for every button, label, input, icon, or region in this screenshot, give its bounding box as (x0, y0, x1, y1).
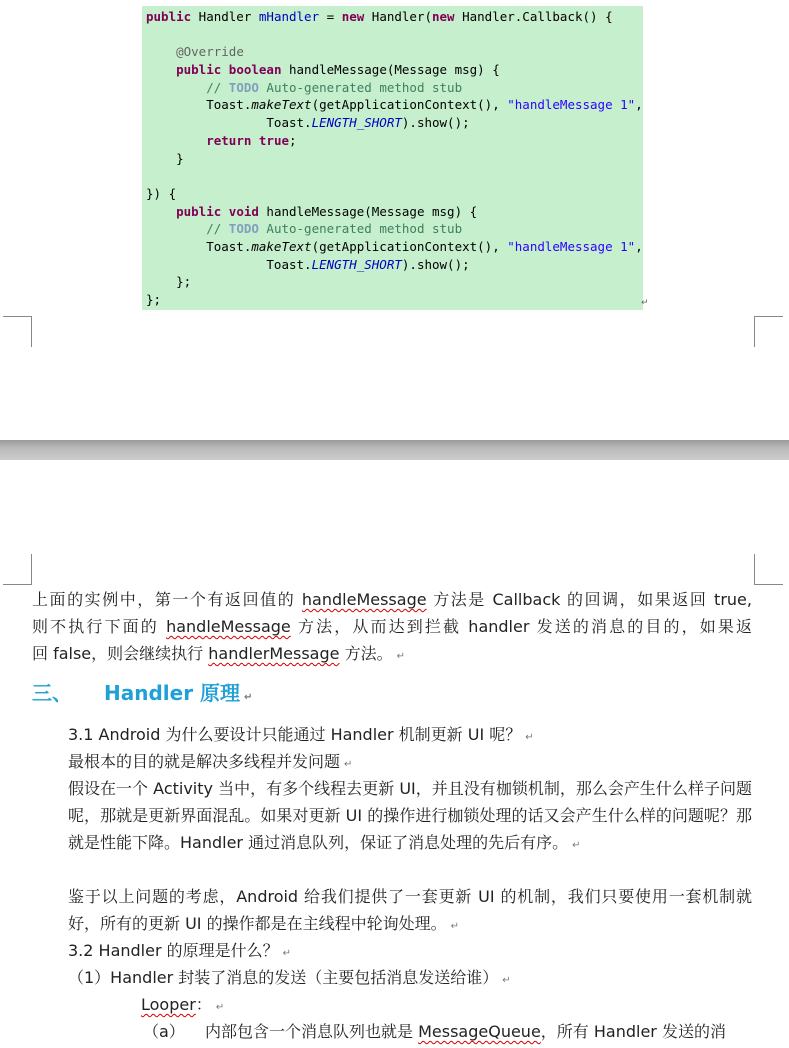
code-token: boolean (228, 62, 282, 78)
code-line (146, 256, 643, 274)
code-token: Handler (191, 9, 259, 24)
code-line (146, 167, 643, 185)
code-line (146, 79, 643, 97)
answer-3-1: 最根本的目的就是解决多线程并发问题 ↵ (68, 752, 353, 771)
code-token: new (341, 9, 365, 24)
code-token: @Override (176, 44, 244, 60)
code-token: TODO (228, 221, 259, 237)
code-token (221, 204, 229, 219)
code-token: handleMessage(Message msg) { (281, 62, 500, 78)
code-token: , (635, 238, 643, 254)
code-token: mHandler (258, 9, 320, 24)
code-token: Handler( (364, 9, 432, 24)
code-token (221, 62, 229, 77)
question-3-1: 3.1 Android 为什么要设计只能通过 Handler 机制更新 UI 呢？ ↵ (68, 725, 534, 744)
code-line (146, 150, 643, 168)
code-token: (getApplicationContext(), (311, 238, 508, 254)
code-token: Toast. (146, 115, 312, 131)
code-token: true (258, 132, 290, 148)
question-3-2: 3.2 Handler 的原理是什么？ ↵ (68, 941, 292, 960)
section-title: Handler 原理 (104, 681, 241, 705)
text-line: 回 false，则会继续执行 handlerMessage 方法。 ↵ (32, 644, 405, 663)
code-token: } (146, 150, 184, 166)
paragraph-mark: ↵ (641, 298, 649, 308)
spell-word: handleMessage (301, 590, 427, 609)
spell-word: handlerMessage (208, 644, 340, 663)
code-token: handleMessage(Message msg) { (258, 203, 478, 219)
paragraph-mechanism: 鉴于以上问题的考虑，Android 给我们提供了一套更新 UI 的机制，我们只要使用一套机制就好，所有的更新 UI 的操作都是在主线程中轮询处理。 ↵ (68, 887, 752, 933)
section-heading: 三、 Handler 原理 ↵ (32, 678, 252, 713)
code-token (146, 133, 206, 148)
code-token: "handleMessage 1" (507, 97, 636, 113)
code-token: }; (146, 292, 162, 307)
paragraph-callback-explanation (32, 586, 752, 670)
code-token: Handler.Callback() { (454, 9, 613, 24)
code-block (142, 6, 643, 310)
code-token: LENGTH_SHORT (311, 115, 402, 131)
paragraph-concurrency: 假设在一个 Activity 当中，有多个线程去更新 UI，并且没有枷锁机制，那么会产生什么样子问题呢，那就是更新界面混乱。如果对更新 UI 的操作进行枷锁处理的话又会产生什么样的问题呢？那就是性能下降。Handler 通过消息队列，保证了消息处理的先后有序。 ↵ (68, 779, 752, 852)
code-token: Auto-generated method stub (258, 79, 463, 95)
code-token: = (319, 9, 342, 24)
code-token: "handleMessage 1" (507, 238, 636, 254)
code-line (146, 185, 643, 203)
code-token: public (176, 62, 222, 78)
looper-label: Looper： ↵ (141, 995, 225, 1014)
spell-word: MessageQueue (418, 1022, 541, 1041)
code-token: Auto-generated method stub (258, 221, 463, 237)
crop-mark-bottom-left (3, 316, 32, 347)
code-token: ; (289, 132, 297, 148)
code-token: Toast. (146, 238, 252, 254)
code-token: LENGTH_SHORT (311, 256, 402, 272)
code-token: ).show(); (401, 115, 470, 131)
code-token: TODO (228, 79, 259, 95)
crop-mark-bottom-right (754, 316, 783, 347)
code-token: public (176, 203, 222, 219)
code-line (146, 8, 643, 26)
code-token: makeText (251, 97, 312, 113)
code-line (146, 273, 643, 291)
code-token: new (432, 9, 455, 24)
code-line (146, 220, 643, 238)
spell-word: Looper (141, 995, 196, 1014)
code-token: void (228, 203, 259, 219)
code-line (146, 114, 643, 132)
text-line: 则不执行下面的 handleMessage 方法，从而达到拦截 handler 发送的消息的目的，如果返 (32, 617, 752, 636)
code-line (146, 291, 643, 309)
code-line (146, 238, 643, 256)
section-number: 三、 (32, 681, 72, 705)
code-line (146, 43, 643, 61)
code-line (146, 61, 643, 79)
code-token (146, 62, 176, 77)
code-token: ).show(); (401, 256, 470, 272)
crop-mark-top-left (3, 554, 32, 585)
spell-word: handleMessage (166, 617, 291, 636)
code-token: public (146, 9, 192, 24)
code-token: , (635, 97, 643, 113)
code-token: }; (146, 274, 192, 290)
text-line: 上面的实例中，第一个有返回值的 handleMessage 方法是 Callback 的回调，如果返回 true, (32, 590, 752, 609)
code-token: Toast. (146, 256, 312, 272)
code-token (146, 204, 176, 219)
code-token: }) { (146, 185, 177, 201)
code-token: // (206, 79, 229, 95)
code-token (251, 133, 259, 148)
code-line (146, 96, 643, 114)
sub-item-a: （a） 内部包含一个消息队列也就是 MessageQueue，所有 Handler 发送的消 (143, 1018, 752, 1045)
code-line (146, 26, 643, 44)
page-separator (0, 440, 789, 460)
crop-mark-top-right (754, 554, 783, 585)
code-token (146, 44, 176, 59)
list-item-1: （1）Handler 封装了消息的发送（主要包括消息发送给谁） ↵ (68, 968, 511, 987)
code-token: return (206, 132, 252, 148)
code-token (146, 80, 206, 95)
code-token (146, 221, 206, 236)
code-line (146, 132, 643, 150)
code-token: // (206, 221, 229, 237)
code-token: Toast. (146, 97, 252, 113)
sub-item-label: （a） (143, 1022, 185, 1041)
code-token: (getApplicationContext(), (311, 97, 508, 113)
code-token: makeText (251, 238, 312, 254)
code-line (146, 203, 643, 221)
